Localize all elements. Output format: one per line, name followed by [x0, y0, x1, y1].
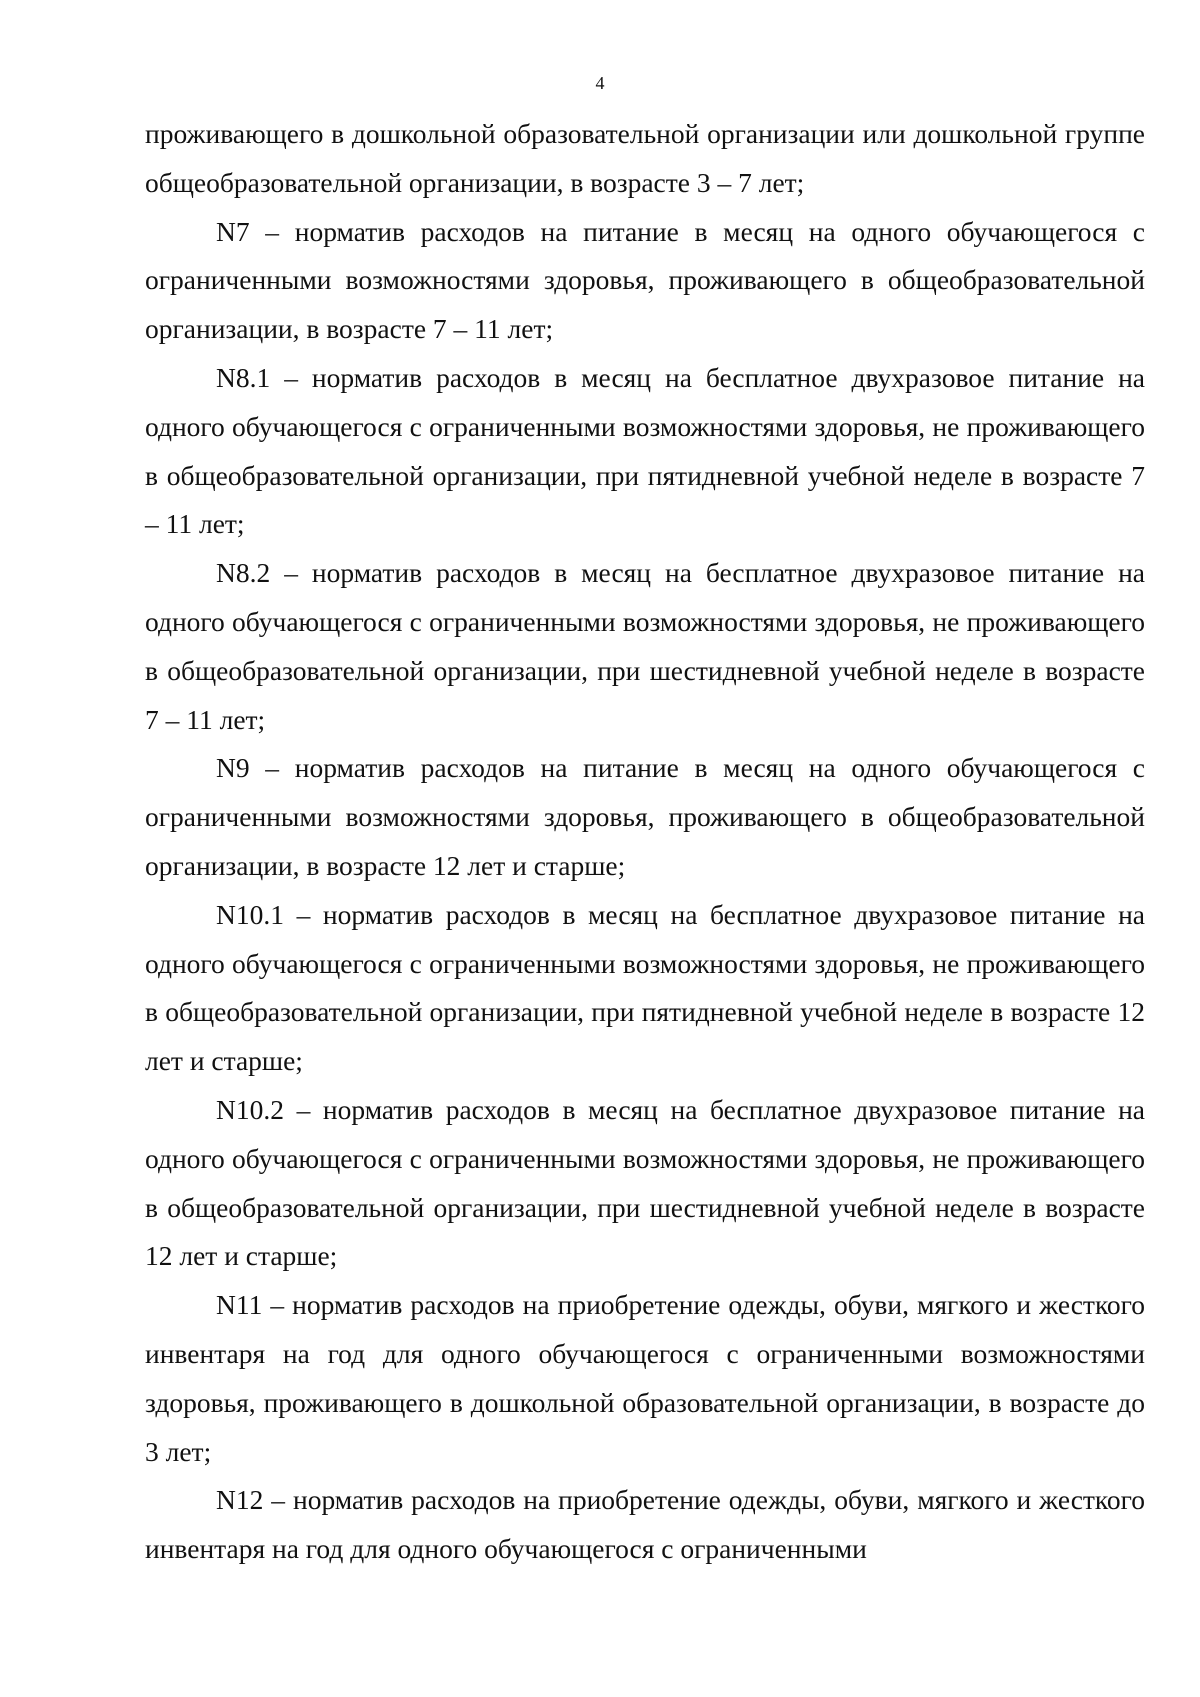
paragraph-n12: N12 – норматив расходов на приобретение одежды, обуви, мягкого и жесткого инвентаря на год для одного обучающегося с ограниченными [145, 1484, 1145, 1565]
document-body [145, 110, 1145, 1574]
paragraph-n8-1: N8.1 – норматив расходов в месяц на бесплатное двухразовое питание на одного обучающегося с ограниченными возможностями здоровья, не проживающего в общеобразовательной организации, при пятидневной учебной неделе в возрасте 7 – 11 лет; [145, 361, 1145, 540]
paragraph-n11: N11 – норматив расходов на приобретение одежды, обуви, мягкого и жесткого инвентаря на год для одного обучающегося с ограниченными возможностями здоровья, проживающего в дошкольной образовательной организации, в возрасте до 3 лет; [145, 1289, 1145, 1467]
paragraph-n7: N7 – норматив расходов на питание в месяц на одного обучающегося с ограниченными возможностями здоровья, проживающего в общеобразовательной организации, в возрасте 7 – 11 лет; [145, 215, 1145, 345]
page-number: 4 [595, 73, 605, 93]
paragraph-n10-2: N10.2 – норматив расходов в месяц на бесплатное двухразовое питание на одного обучающегося с ограниченными возможностями здоровья, не проживающего в общеобразовательной организации, при шестидневной учебной неделе в возрасте 12 лет и старше; [145, 1093, 1145, 1272]
paragraph-n9: N9 – норматив расходов на питание в месяц на одного обучающегося с ограниченными возможностями здоровья, проживающего в общеобразовательной организации, в возрасте 12 лет и старше; [145, 752, 1145, 881]
paragraph-n8-2: N8.2 – норматив расходов в месяц на бесплатное двухразовое питание на одного обучающегося с ограниченными возможностями здоровья, не проживающего в общеобразовательной организации, при шестидневной учебной неделе в возрасте 7 – 11 лет; [145, 557, 1145, 735]
paragraph-n10-1: N10.1 – норматив расходов в месяц на бесплатное двухразовое питание на одного обучающегося с ограниченными возможностями здоровья, не проживающего в общеобразовательной организации, при пятидневной учебной неделе в возрасте 12 лет и старше; [145, 898, 1145, 1077]
paragraph-continuation: проживающего в дошкольной образовательной организации или дошкольной группе общеобразовательной организации, в возрасте 3 – 7 лет; [145, 118, 1145, 198]
